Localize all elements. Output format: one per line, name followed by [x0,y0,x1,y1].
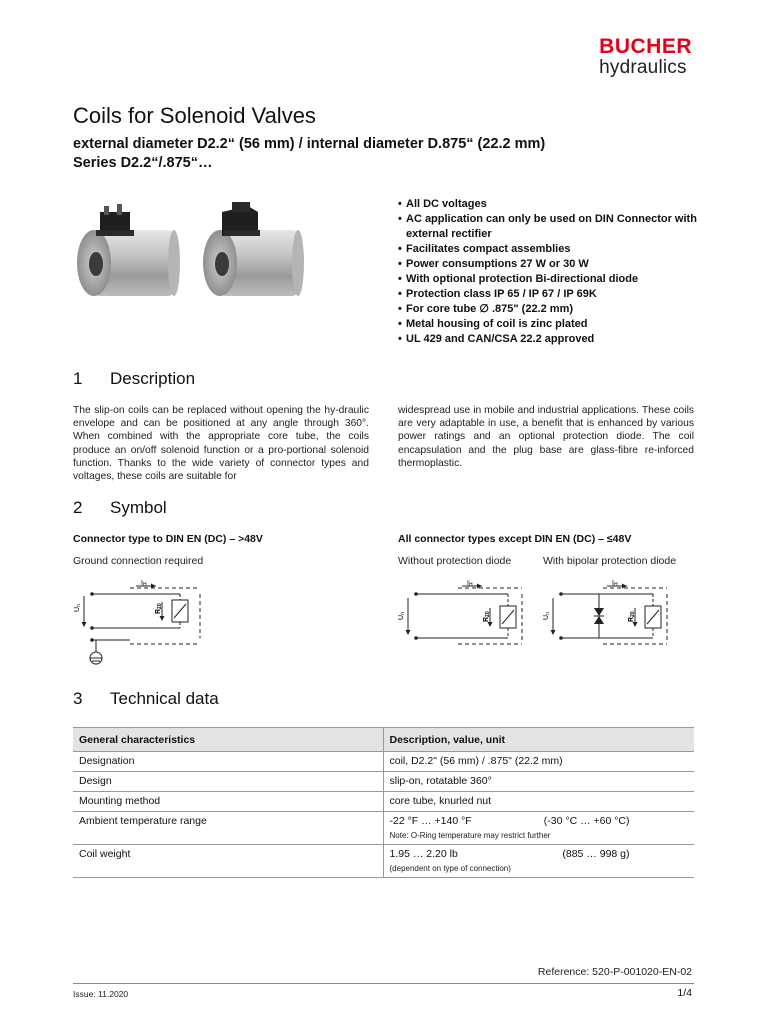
page-number: 1/4 [677,987,692,999]
table-cell-value [383,812,694,845]
table-cell-name: Coil weight [73,845,383,878]
label-voltage: Un [543,612,551,620]
feature-item: • All DC voltages [398,197,708,212]
symbol-diagram-ground [70,578,210,668]
table-header-characteristics: General characteristics [73,728,383,752]
table-row [73,792,694,812]
section-title-symbol: Symbol [110,498,167,517]
feature-item: • With optional protection Bi-directional diode [398,272,708,287]
symbol-heading-din: Connector type to DIN EN (DC) – >48V [73,533,263,545]
section-number-technical: 3 [73,689,83,708]
feature-item: • UL 429 and CAN/CSA 22.2 approved [398,332,708,347]
coil-with-din-connector [77,204,180,296]
label-voltage: Un [398,612,406,620]
logo-brand-name: BUCHER [599,35,692,58]
value-grams: (885 … 998 g) [562,848,630,860]
table-header-row [73,728,694,752]
table-cell-name: Designation [73,752,383,772]
table-header-description: Description, value, unit [383,728,694,752]
table-cell-value: core tube, knurled nut [383,792,694,812]
description-text-left: The slip-on coils can be replaced without opening the hy-draulic envelope and can be positioned at any angle through 360°. When combined with the appropriate core tube, the coils produce an on/off solenoid function or a pro-portional solenoid function. Thanks to the wide variety of connector types and voltages, these coils are suitable for [73,405,369,483]
table-row [73,812,694,845]
value-pounds: 1.95 … 2.20 lb [389,848,458,860]
table-cell-name: Design [73,772,383,792]
table-cell-name: Mounting method [73,792,383,812]
symbol-heading-other: All connector types except DIN EN (DC) – ≤48V [398,533,632,545]
feature-list [398,197,708,347]
table-note: Note: O-Ring temperature may restrict further [389,831,551,840]
company-logo [599,36,692,78]
issue-date: Issue: 11.2020 [73,989,129,999]
section-title-description: Description [110,369,196,388]
coil-with-plug-connector [203,202,304,296]
symbol-sub-bipolar-diode: With bipolar protection diode [543,555,677,567]
feature-item: • Facilitates compact assemblies [398,242,708,257]
page-title: Coils for Solenoid Valves [73,103,316,128]
subtitle-diameter: external diameter D2.2“ (56 mm) / internal diameter D.875“ (22.2 mm) [73,136,546,152]
value-celsius: (-30 °C … +60 °C) [543,815,630,827]
symbol-diagram-bipolar-diode [541,578,671,658]
product-illustration [72,200,312,305]
symbol-sub-ground: Ground connection required [73,555,204,567]
section-number-description: 1 [73,369,83,388]
label-resistance: R20 [483,611,491,622]
label-current: IH [612,580,618,588]
logo-brand-sub: hydraulics [599,57,687,78]
label-current: IH [141,580,147,588]
table-note: (dependent on type of connection) [389,864,511,873]
description-text-right: widespread use in mobile and industrial applications. These coils are very adaptable in use, a benefit that is enhanced by various power ratings and an optional protection diode. The coil encapsulation and the plug base are glass-fibre re-inforced thermoplastic. [398,405,694,469]
table-cell-name: Ambient temperature range [73,812,383,845]
document-reference: Reference: 520-P-001020-EN-02 [537,966,692,978]
table-row [73,752,694,772]
table-row [73,845,694,878]
section-number-symbol: 2 [73,498,83,517]
table-cell-value: coil, D2.2" (56 mm) / .875" (22.2 mm) [383,752,694,772]
table-cell-value: slip-on, rotatable 360° [383,772,694,792]
feature-item: • Power consumptions 27 W or 30 W [398,257,708,272]
feature-item: • For core tube ∅ .875" (22.2 mm) [398,302,708,317]
feature-item: • Protection class IP 65 / IP 67 / IP 69K [398,287,708,302]
technical-data-table [73,727,694,878]
symbol-sub-no-diode: Without protection diode [398,555,512,567]
feature-item: • Metal housing of coil is zinc plated [398,317,708,332]
symbol-diagram-no-diode [396,578,526,658]
label-resistance: R20 [628,611,636,622]
footer-divider [73,983,694,984]
value-fahrenheit: -22 °F … +140 °F [389,815,472,827]
table-row [73,772,694,792]
label-resistance: R20 [155,603,163,614]
table-cell-value [383,845,694,878]
label-voltage: Un [74,604,82,612]
feature-item: • AC application can only be used on DIN Connector with external rectifier [398,212,708,242]
section-title-technical: Technical data [110,689,219,708]
subtitle-series: Series D2.2“/.875“… [73,155,213,171]
label-current: IH [467,580,473,588]
